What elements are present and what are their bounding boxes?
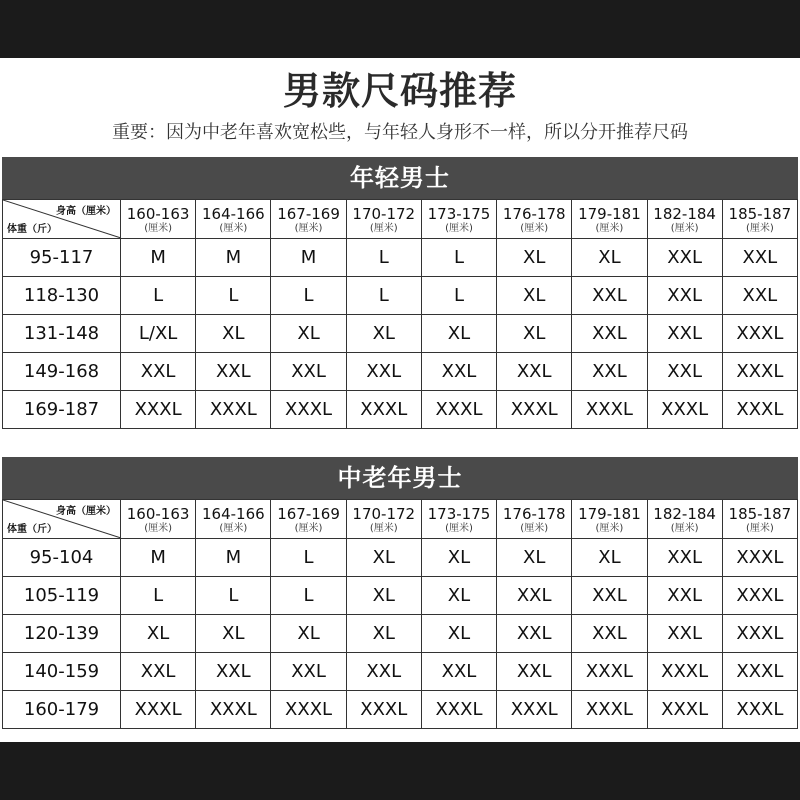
size-cell: XL — [346, 539, 421, 577]
size-cell: XXL — [497, 615, 572, 653]
size-cell: XXL — [647, 239, 722, 277]
size-cell: XXL — [497, 577, 572, 615]
size-cell: XXL — [421, 353, 496, 391]
size-cell: XL — [497, 539, 572, 577]
height-unit: (厘米) — [219, 522, 248, 534]
height-unit: (厘米) — [745, 222, 774, 234]
weight-cell: 120-139 — [3, 615, 121, 653]
size-cell: XXXL — [572, 391, 647, 429]
size-cell: XXL — [271, 653, 346, 691]
table-row — [3, 315, 798, 353]
size-cell: XXL — [647, 315, 722, 353]
size-cell: XXL — [346, 653, 421, 691]
height-unit: (厘米) — [294, 522, 323, 534]
size-cell: XXXL — [346, 391, 421, 429]
size-cell: XXXL — [647, 653, 722, 691]
height-range: 182-184 — [653, 504, 716, 523]
size-cell: XXXL — [647, 391, 722, 429]
size-cell: XXL — [722, 277, 797, 315]
size-cell: XL — [421, 539, 496, 577]
table-row — [3, 239, 798, 277]
size-cell: XL — [346, 315, 421, 353]
height-header-cell — [497, 500, 572, 539]
height-axis-label: 身高（厘米） — [56, 506, 116, 517]
size-cell: XXXL — [722, 315, 797, 353]
size-cell: XXXL — [722, 615, 797, 653]
size-cell: XXL — [572, 315, 647, 353]
height-range: 179-181 — [578, 204, 641, 223]
size-cell: XXXL — [271, 691, 346, 729]
size-cell: XL — [572, 239, 647, 277]
height-header-row — [3, 200, 798, 239]
height-header-cell — [346, 500, 421, 539]
size-cell: XXL — [271, 353, 346, 391]
height-unit: (厘米) — [144, 522, 173, 534]
weight-cell: 95-104 — [3, 539, 121, 577]
height-axis-label: 身高（厘米） — [56, 206, 116, 217]
height-header-cell — [572, 500, 647, 539]
size-cell: XXXL — [421, 391, 496, 429]
size-cell: XXXL — [722, 539, 797, 577]
page-subtitle: 重要：因为中老年喜欢宽松些，与年轻人身形不一样，所以分开推荐尺码 — [112, 122, 688, 143]
size-cell: M — [121, 239, 196, 277]
size-cell: XL — [346, 615, 421, 653]
height-range: 179-181 — [578, 504, 641, 523]
height-header-cell — [196, 200, 271, 239]
table-row — [3, 615, 798, 653]
size-table — [2, 199, 798, 429]
size-cell: XXL — [647, 277, 722, 315]
height-range: 176-178 — [502, 504, 566, 523]
height-range: 185-187 — [728, 204, 792, 223]
size-cell: L/XL — [121, 315, 196, 353]
page-title: 男款尺码推荐 — [282, 69, 517, 113]
height-range: 164-166 — [201, 504, 265, 523]
table-row — [3, 353, 798, 391]
height-header-cell — [722, 200, 797, 239]
size-cell: XXL — [497, 653, 572, 691]
height-unit: (厘米) — [144, 222, 173, 234]
height-unit: (厘米) — [595, 222, 624, 234]
height-header-cell — [196, 500, 271, 539]
size-cell: XXL — [421, 653, 496, 691]
size-cell: L — [421, 239, 496, 277]
size-cell: XXXL — [722, 577, 797, 615]
height-header-cell — [346, 200, 421, 239]
table-row — [3, 577, 798, 615]
size-table — [2, 499, 798, 729]
size-cell: XXL — [647, 615, 722, 653]
size-cell: L — [196, 277, 271, 315]
height-unit: (厘米) — [369, 222, 398, 234]
size-cell: XXL — [572, 277, 647, 315]
size-cell: XXXL — [196, 391, 271, 429]
size-cell: XXL — [647, 539, 722, 577]
weight-cell: 149-168 — [3, 353, 121, 391]
height-range: 173-175 — [427, 504, 491, 523]
height-unit: (厘米) — [369, 522, 398, 534]
weight-axis-label: 体重（斤） — [7, 524, 57, 535]
size-cell: XL — [196, 615, 271, 653]
size-cell: XXL — [196, 653, 271, 691]
size-cell: XXXL — [722, 691, 797, 729]
height-header-cell — [121, 200, 196, 239]
weight-cell: 140-159 — [3, 653, 121, 691]
height-range: 164-166 — [201, 204, 265, 223]
table-row — [3, 391, 798, 429]
height-header-row — [3, 500, 798, 539]
size-cell: L — [271, 539, 346, 577]
size-cell: XL — [271, 615, 346, 653]
size-cell: XXL — [572, 577, 647, 615]
height-range: 182-184 — [653, 204, 716, 223]
size-cell: XXXL — [196, 691, 271, 729]
size-cell: XL — [271, 315, 346, 353]
height-range: 167-169 — [277, 504, 340, 523]
height-unit: (厘米) — [670, 222, 699, 234]
size-cell: XXXL — [121, 691, 196, 729]
size-cell: L — [346, 277, 421, 315]
size-cell: M — [196, 239, 271, 277]
size-cell: XXXL — [722, 353, 797, 391]
height-header-cell — [271, 200, 346, 239]
size-cell: XXL — [647, 353, 722, 391]
section-middle-aged-men — [2, 457, 798, 729]
size-cell: XL — [497, 315, 572, 353]
height-range: 173-175 — [427, 204, 491, 223]
size-cell: XXL — [572, 353, 647, 391]
height-header-cell — [647, 200, 722, 239]
table-row — [3, 277, 798, 315]
size-cell: M — [271, 239, 346, 277]
height-range: 185-187 — [728, 504, 792, 523]
height-unit: (厘米) — [445, 522, 473, 534]
height-range: 170-172 — [352, 504, 416, 523]
size-cell: XXXL — [421, 691, 496, 729]
size-cell: XXL — [647, 577, 722, 615]
size-cell: M — [196, 539, 271, 577]
weight-cell: 105-119 — [3, 577, 121, 615]
size-cell: XXXL — [121, 391, 196, 429]
weight-cell: 95-117 — [3, 239, 121, 277]
top-dark-band — [0, 0, 800, 58]
table-row — [3, 539, 798, 577]
size-cell: XXXL — [722, 653, 797, 691]
height-unit: (厘米) — [294, 222, 323, 234]
height-header-cell — [271, 500, 346, 539]
height-unit: (厘米) — [670, 522, 699, 534]
size-cell: L — [196, 577, 271, 615]
size-cell: XXXL — [497, 391, 572, 429]
height-unit: (厘米) — [745, 522, 774, 534]
size-cell: XL — [421, 315, 496, 353]
size-cell: XXXL — [497, 691, 572, 729]
size-cell: XL — [497, 277, 572, 315]
size-cell: XXL — [346, 353, 421, 391]
size-cell: XL — [121, 615, 196, 653]
height-header-cell — [572, 200, 647, 239]
corner-cell — [3, 200, 121, 239]
size-cell: XXL — [196, 353, 271, 391]
height-range: 160-163 — [126, 504, 190, 523]
height-range: 167-169 — [277, 204, 340, 223]
table-row — [3, 653, 798, 691]
height-range: 170-172 — [352, 204, 416, 223]
size-cell: L — [421, 277, 496, 315]
height-unit: (厘米) — [219, 222, 248, 234]
height-range: 160-163 — [126, 204, 190, 223]
size-cell: XXXL — [647, 691, 722, 729]
section-young-men — [2, 157, 798, 429]
size-cell: M — [121, 539, 196, 577]
weight-cell: 131-148 — [3, 315, 121, 353]
size-cell: XXXL — [572, 653, 647, 691]
weight-cell: 118-130 — [3, 277, 121, 315]
height-unit: (厘米) — [520, 522, 549, 534]
size-cell: L — [271, 577, 346, 615]
height-header-cell — [497, 200, 572, 239]
size-cell: XXL — [572, 615, 647, 653]
height-unit: (厘米) — [520, 222, 549, 234]
size-cell: XXXL — [346, 691, 421, 729]
height-header-cell — [121, 500, 196, 539]
size-cell: XXXL — [271, 391, 346, 429]
size-cell: XXXL — [572, 691, 647, 729]
size-cell: XXL — [497, 353, 572, 391]
weight-axis-label: 体重（斤） — [7, 224, 57, 235]
size-cell: L — [121, 577, 196, 615]
height-unit: (厘米) — [445, 222, 473, 234]
size-cell: XXXL — [722, 391, 797, 429]
size-cell: L — [271, 277, 346, 315]
size-cell: XL — [196, 315, 271, 353]
weight-cell: 169-187 — [3, 391, 121, 429]
height-header-cell — [421, 500, 496, 539]
size-cell: XL — [421, 615, 496, 653]
size-cell: L — [346, 239, 421, 277]
height-header-cell — [647, 500, 722, 539]
bottom-dark-band — [0, 742, 800, 800]
size-cell: XL — [421, 577, 496, 615]
size-cell: XL — [497, 239, 572, 277]
height-header-cell — [421, 200, 496, 239]
size-cell: XL — [346, 577, 421, 615]
size-cell: L — [121, 277, 196, 315]
height-header-cell — [722, 500, 797, 539]
size-cell: XXL — [722, 239, 797, 277]
corner-cell — [3, 500, 121, 539]
section-header: 中老年男士 — [2, 457, 798, 499]
table-row — [3, 691, 798, 729]
size-cell: XXL — [121, 653, 196, 691]
size-cell: XL — [572, 539, 647, 577]
height-range: 176-178 — [502, 204, 566, 223]
height-unit: (厘米) — [595, 522, 624, 534]
section-header: 年轻男士 — [2, 157, 798, 199]
size-cell: XXL — [121, 353, 196, 391]
weight-cell: 160-179 — [3, 691, 121, 729]
